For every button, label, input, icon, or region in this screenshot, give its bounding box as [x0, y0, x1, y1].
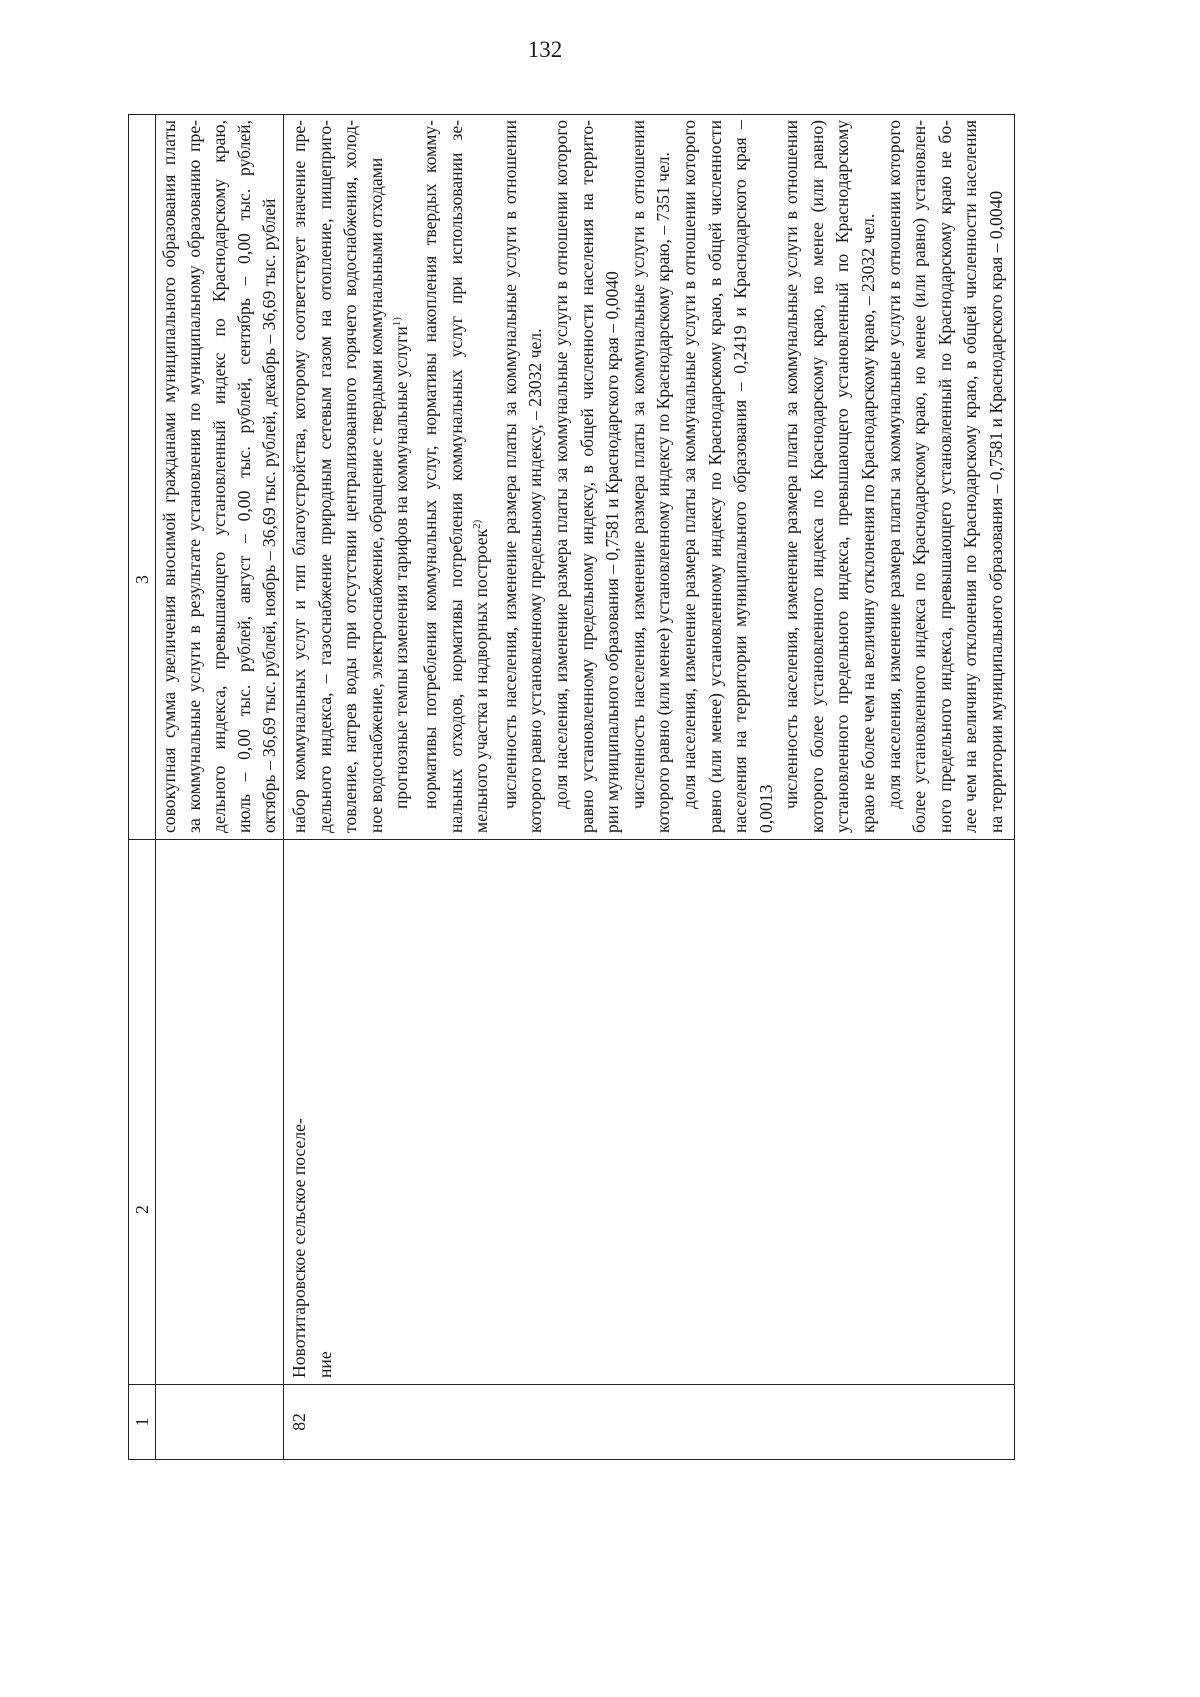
footnote-mark: 2) — [471, 519, 484, 529]
text-line: установленного предельного индекса, превышающего установленный по Краснодарскому — [832, 120, 853, 833]
text-line: рии муниципального образования – 0,7581 и Краснодарского края – 0,0040 — [602, 271, 623, 833]
column-header-2: 2 — [129, 840, 156, 1385]
text-line: которого равно установленному предельному индексу, – 23032 чел. — [525, 328, 546, 833]
text-line: доля населения, изменение размера платы за коммунальные услуги в отношении которого — [883, 120, 904, 809]
text-line: ние — [314, 1351, 335, 1378]
data-table — [128, 114, 1015, 1460]
text-line: 0,0013 — [755, 784, 776, 833]
rotated-table-sheet — [128, 115, 1015, 1460]
text-line: равно (или менее) установленному индексу по Краснодарскому краю, в общей численности — [704, 120, 725, 833]
settlement-name-cell — [284, 840, 1015, 1385]
row-number-cell: 82 — [284, 1385, 1015, 1460]
text-line: нальных отходов, нормативы потребления коммунальных услуг при использовании зе- — [445, 120, 466, 833]
text-line: численность населения, изменение размера платы за коммунальные услуги в отношении — [627, 120, 648, 809]
text-line: товление, натрев воды при отсутствии централизованного горячего водоснабжения, холод- — [340, 120, 361, 833]
column-header-3: 3 — [129, 115, 156, 840]
text-line: нормативы потребления коммунальных услуг, нормативы накопления твердых комму- — [419, 120, 440, 809]
text-line: дельного индекса, превышающего установленный индекс по Краснодарскому краю, — [209, 120, 229, 833]
text-line: численность населения, изменение размера платы за коммунальные услуги в отношении — [499, 120, 520, 809]
text-line: ное водоснабжение, электроснабжение, обращение с твердыми коммунальными отходами — [365, 157, 386, 833]
text-line: октябрь – 36,69 тыс. рублей, ноябрь – 36,69 тыс. рублей, декабрь – 36,69 тыс. рублей — [259, 198, 279, 833]
line-text: мельного участка и надворных построек — [471, 528, 492, 833]
text-line: набор коммунальных услуг и тип благоустройства, которому соответствует значение пре- — [289, 120, 309, 833]
text-line: более установленного индекса по Краснодарскому краю, но менее (или равно) установлен- — [909, 120, 930, 833]
settlement-name-cell — [156, 840, 284, 1385]
column-header-1: 1 — [129, 1385, 156, 1460]
table-row — [156, 115, 284, 1460]
text-line: на территории муниципального образования – 0,7581 и Краснодарского края – 0,0040 — [986, 190, 1007, 833]
text-line: которого равно (или менее) установленному индексу по Краснодарскому краю, – 7351 чел. — [653, 152, 674, 833]
indicators-cell — [156, 115, 284, 840]
table-header-row — [129, 115, 156, 1460]
page-number: 132 — [527, 37, 563, 62]
text-line: равно установленному предельному индексу, в общей численности населения на террито- — [576, 120, 597, 833]
text-line: численность населения, изменение размера платы за коммунальные услуги в отношении — [781, 120, 802, 809]
table-row — [284, 115, 1015, 1460]
text-line: дельного индекса, – газоснабжение природным сетевым газом на отопление, пищеприго- — [314, 120, 335, 833]
text-line: доля населения, изменение размера платы за коммунальные услуги в отношении которого — [678, 120, 699, 809]
text-line: населения на территории муниципального образования – 0,2419 и Краснодарского края – — [730, 120, 751, 833]
line-text: прогнозные темпы изменения тарифов на коммунальные услуги — [391, 326, 412, 809]
text-line: лее чем на величину отклонения по Краснодарскому краю, в общей численности населения — [960, 120, 981, 833]
text-line: Новотитаровское сельское поселе- — [289, 1118, 309, 1378]
footnote-mark: 1) — [391, 317, 404, 327]
text-line: ного предельного индекса, превышающего установленный по Краснодарскому краю не бо- — [934, 120, 955, 833]
text-line — [469, 120, 498, 833]
text-line: совокупная сумма увеличения вносимой гражданами муниципального образования платы — [159, 120, 179, 833]
text-line: краю не более чем на величину отклонения по Краснодарскому краю, – 23032 чел. — [858, 213, 879, 833]
text-line: июль – 0,00 тыс. рублей, август – 0,00 тыс. рублей, сентябрь – 0,00 тыс. рублей, — [234, 120, 254, 833]
text-line: за коммунальные услуги в результате установления по муниципальному образованию пре- — [184, 120, 204, 833]
text-line — [389, 120, 418, 833]
indicators-cell — [284, 115, 1015, 840]
text-line: доля населения, изменение размера платы за коммунальные услуги в отношении которого — [550, 120, 571, 809]
text-line: которого более установленного индекса по Краснодарскому краю, но менее (или равно) — [806, 120, 827, 833]
row-number-cell — [156, 1385, 284, 1460]
